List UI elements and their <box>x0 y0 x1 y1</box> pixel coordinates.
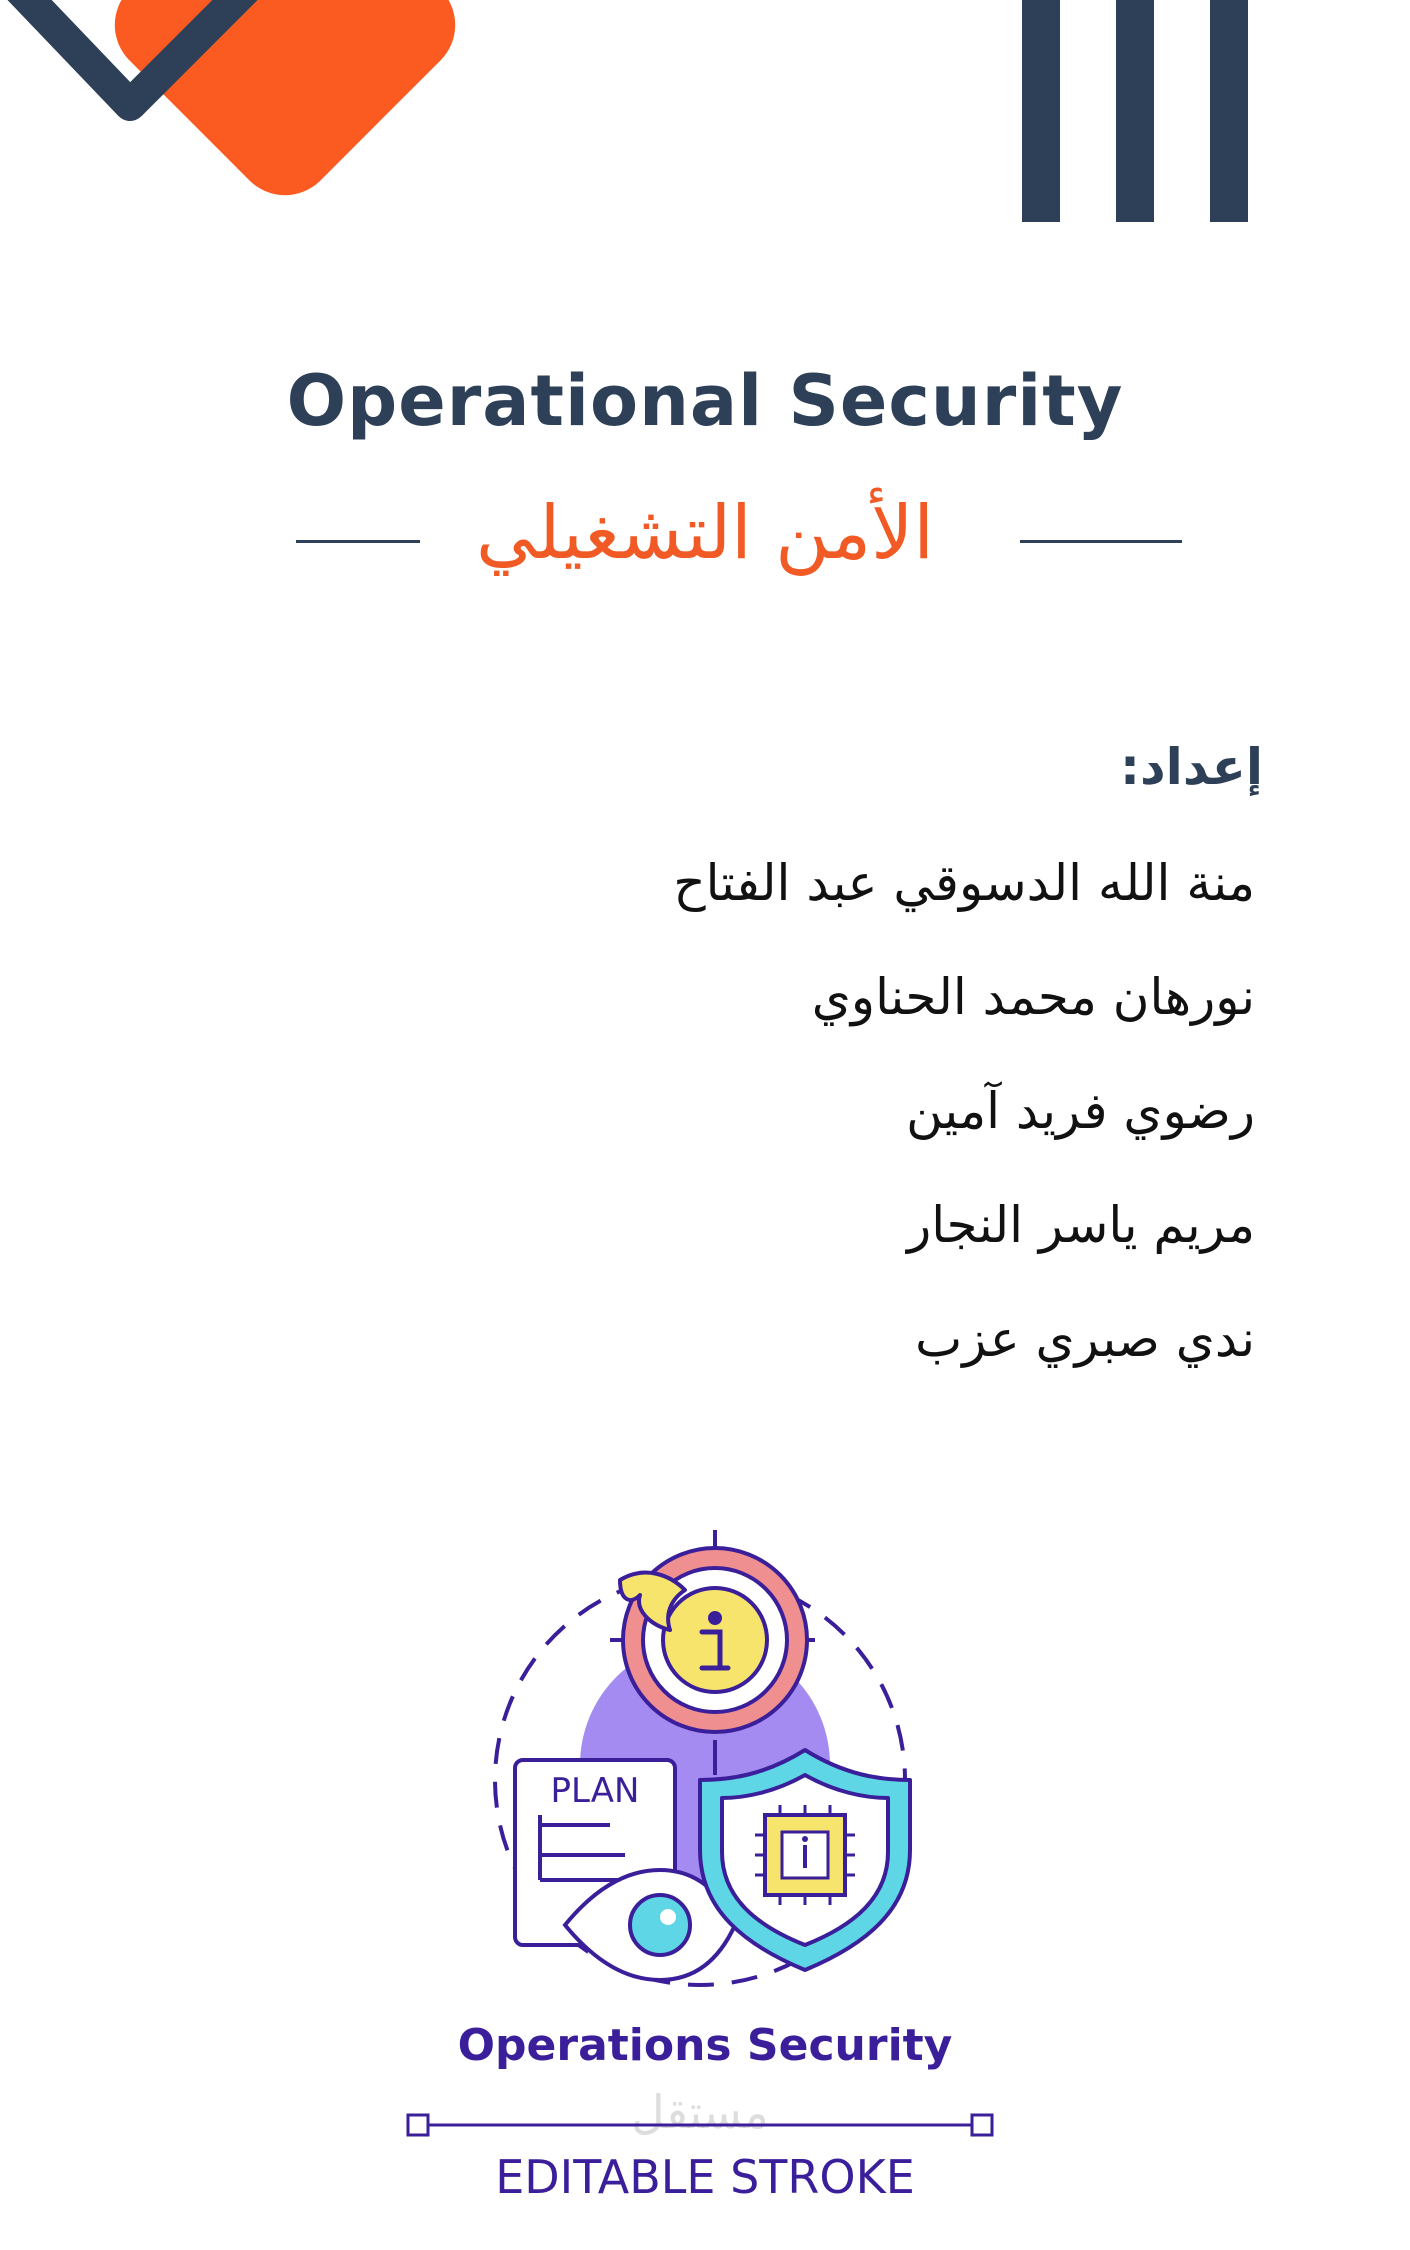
bar-1 <box>1022 0 1060 222</box>
title-arabic-row <box>0 478 1410 588</box>
divider-right <box>1020 540 1182 543</box>
decorative-bars <box>1010 0 1270 230</box>
authors-list <box>355 848 1255 1418</box>
watermark: مستقل <box>631 2085 769 2139</box>
stroke-handle-left <box>408 2115 428 2135</box>
editable-stroke-line <box>405 2110 995 2140</box>
stroke-handle-right <box>972 2115 992 2135</box>
bar-3 <box>1210 0 1248 222</box>
prepared-by-label: إعداد: <box>1120 738 1263 796</box>
orange-diamond-shape <box>94 0 476 216</box>
title-english: Operational Security <box>286 360 1124 442</box>
divider-left <box>296 540 420 543</box>
author-name: مريم ياسر النجار <box>907 1196 1255 1254</box>
author-name: ندي صبري عزب <box>915 1310 1255 1368</box>
illustration-caption-title: Operations Security <box>457 2020 953 2071</box>
decorative-shapes <box>0 0 520 260</box>
plan-label: PLAN <box>550 1771 640 1811</box>
author-name: رضوي فريد آمين <box>906 1082 1255 1140</box>
shield-chip-icon <box>700 1750 910 1970</box>
bar-2 <box>1116 0 1154 222</box>
author-name: نورهان محمد الحناوي <box>811 968 1255 1026</box>
title-arabic: الأمن التشغيلي <box>476 490 934 576</box>
operations-security-illustration <box>470 1530 930 2000</box>
illustration-caption-subtitle: EDITABLE STROKE <box>495 2150 915 2204</box>
author-name: منة الله الدسوقي عبد الفتاح <box>673 854 1255 912</box>
